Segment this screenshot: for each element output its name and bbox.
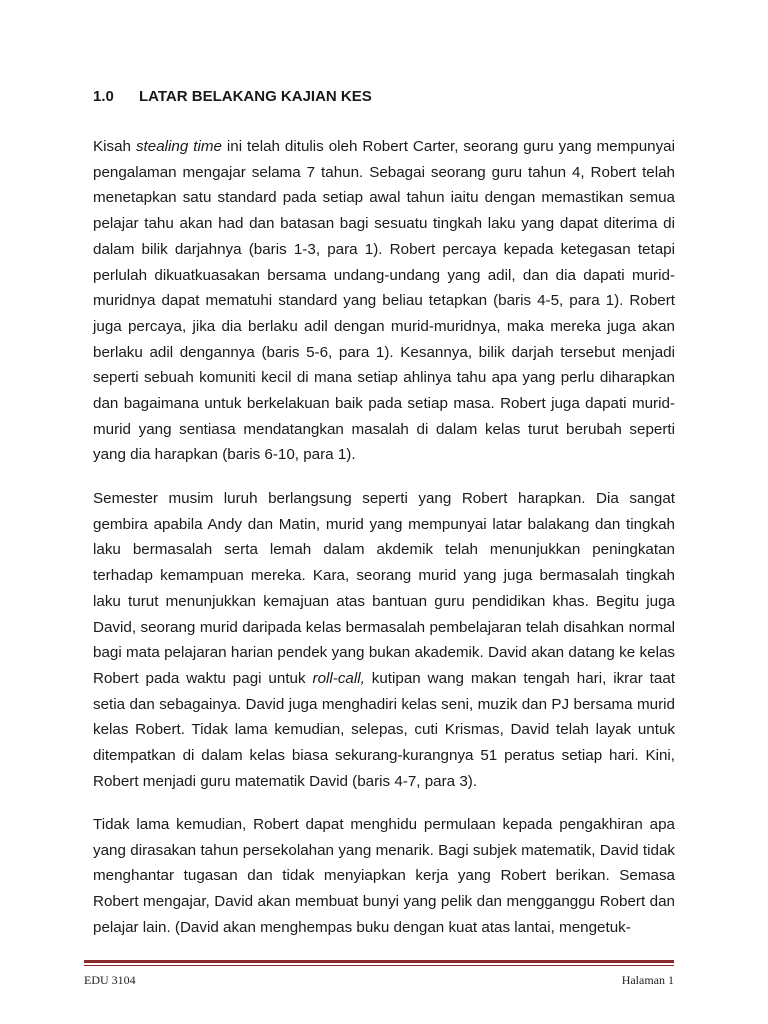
footer-page-number: Halaman 1 bbox=[621, 973, 674, 987]
paragraph-1 bbox=[93, 134, 675, 468]
footer-rule-thick bbox=[84, 960, 674, 963]
section-number: 1.0 bbox=[93, 88, 114, 105]
paragraph-2-text-start: Semester musim luruh berlangsung seperti yang Robert harapkan. Dia sangat gembira apabila Andy dan Matin, murid yang mempunyai latar balakang dan tingkah laku bermasalah serta lemah dalam akdemik telah menunjukkan peningkatan terhadap kemampuan mereka. Kara, seorang murid yang juga bermasalah tingkah laku turut menunjukkan kemajuan atas bantuan guru pendidikan khas. Begitu juga David, seorang murid daripada kelas bermasalah pembelajaran telah disahkan normal bagi mata pelajaran harian pendek yang bukan akademik. David akan datang ke kelas Robert pada waktu pagi untuk bbox=[93, 490, 675, 687]
paragraph-1-text-start: Kisah bbox=[93, 138, 136, 155]
section-title: LATAR BELAKANG KAJIAN KES bbox=[139, 88, 372, 105]
paragraph-3 bbox=[93, 812, 675, 941]
paragraph-2-text-end: kutipan wang makan tengah hari, ikrar taat setia dan sebagainya. David juga menghadiri kelas seni, muzik dan PJ bersama murid kelas Robert. Tidak lama kemudian, selepas, cuti Krismas, David telah layak untuk ditempatkan di dalam kelas biasa sekurang-kurangnya 51 peratus setiap hari. Kini, Robert menjadi guru matematik David (baris 4-7, para 3). bbox=[93, 669, 676, 790]
section-heading bbox=[93, 88, 675, 105]
paragraph-1-text-end: ini telah ditulis oleh Robert Carter, seorang guru yang mempunyai pengalaman mengajar selama 7 tahun. Sebagai seorang guru tahun 4, Robert telah menetapkan satu standard pada setiap awal tahun iaitu dengan memastikan semua pelajar tahu akan had dan batasan bagi sesuatu tingkah laku yang dapat diterima di dalam bilik darjahnya (baris 1-3, para 1). Robert percaya kepada ketegasan tetapi perlulah dikuatkuasakan bersama undang-undang yang adil, dan dia dapati murid-muridnya dapat mematuhi standard yang beliau tetapkan (baris 4-5, para 1). Robert juga percaya, jika dia berlaku adil dengan murid-muridnya, maka mereka juga akan berlaku adil dengannya (baris 5-6, para 1). Kesannya, bilik darjah tersebut menjadi seperti sebuah komuniti kecil di mana setiap ahlinya tahu apa yang perlu diharapkan dan bagaimana untuk berkelakuan baik pada setiap masa. Robert juga dapati murid-murid yang sentiasa mendatangkan masalah di dalam kelas turut berubah seperti yang dia harapkan (baris 6-10, para 1). bbox=[93, 138, 676, 464]
paragraph-2-italic-term: roll-call, bbox=[312, 669, 365, 687]
footer-course-code: EDU 3104 bbox=[84, 973, 136, 987]
paragraph-1-italic-term: stealing time bbox=[135, 138, 222, 155]
paragraph-2 bbox=[93, 486, 675, 794]
footer-rule-thin bbox=[84, 965, 674, 966]
paragraph-3-text: Tidak lama kemudian, Robert dapat menghidu permulaan kepada pengakhiran apa yang dirasakan tahun persekolahan yang menarik. Bagi subjek matematik, David tidak menghantar tugasan dan tidak menyiapkan kerja yang Robert berikan. Semasa Robert mengajar, David akan membuat bunyi yang pelik dan mengganggu Robert dan pelajar lain. (David akan menghempas buku dengan kuat atas lantai, mengetuk- bbox=[93, 816, 675, 936]
